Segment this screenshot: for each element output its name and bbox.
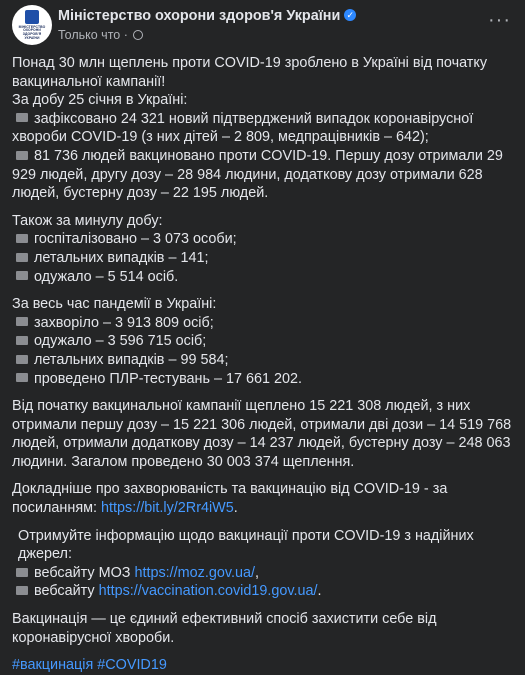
day-item-2: [12, 147, 518, 203]
day-item-text: 81 736 людей вакциновано проти COVID-19. Першу дозу отримали 29 929 людей, другу дозу – 28 984 людини, додаткову дозу отримали 628 людей, бустерну дозу – 22 195 людей.: [12, 147, 503, 202]
sources-title: Отримуйте інформацію щодо вакцинації проти COVID-19 з надійних джерел:: [18, 527, 474, 563]
bullet-icon: [16, 586, 28, 595]
campaign-paragraph: Від початку вакцинальної кампанії щеплено 15 221 308 людей, з них отримали першу дозу – 15 221 306 людей, отримали дві дози – 14 519 768 людей, отримали додаткову дозу – 14 237 людей, бустерну дозу – 248 063 людини. Загалом проведено 30 003 374 щеплення.: [12, 398, 512, 470]
pandemic-item-1: [12, 314, 518, 333]
also-item-text: летальних випадків – 141;: [34, 249, 209, 266]
bullet-icon: [16, 373, 28, 382]
intro-line-2: За добу 25 січня в Україні:: [12, 92, 188, 109]
page-name-text: Міністерство охорони здоров'я України: [58, 8, 341, 24]
also-item-text: одужало – 5 514 осіб.: [34, 268, 179, 285]
day-item-1: [12, 110, 518, 147]
trident-emblem-icon: [25, 10, 39, 24]
source-end: ,: [254, 564, 259, 581]
more-options-icon[interactable]: ···: [488, 9, 511, 31]
pandemic-item-4: [12, 370, 518, 389]
pandemic-item-text: летальних випадків – 99 584;: [34, 351, 229, 368]
details-end: .: [233, 500, 238, 517]
bullet-icon: [16, 234, 28, 243]
bullet-icon: [16, 568, 28, 577]
bullet-icon: [16, 151, 28, 160]
vaccination-link[interactable]: https://vaccination.covid19.gov.ua/: [98, 583, 318, 600]
bullet-icon: [16, 253, 28, 262]
hashtag-vaccination[interactable]: #вакцинація: [12, 657, 94, 674]
post-body: [12, 54, 518, 675]
also-item-text: госпіталізовано – 3 073 особи;: [34, 231, 237, 248]
globe-icon[interactable]: [133, 30, 143, 40]
intro-line-1: Понад 30 млн щеплень проти COVID-19 зроблено в Україні від початку вакцинальної кампанії!: [12, 55, 488, 90]
bullet-icon: [16, 355, 28, 364]
bullet-icon: [16, 336, 28, 345]
post-meta: [58, 26, 143, 45]
pandemic-item-2: [12, 332, 518, 351]
post-header: [0, 0, 525, 50]
page-name-link[interactable]: [58, 7, 356, 26]
details-link[interactable]: https://bit.ly/2Rr4iW5: [101, 500, 234, 517]
details-paragraph: [12, 480, 518, 517]
pandemic-item-text: проведено ПЛР-тестувань – 17 661 202.: [34, 370, 303, 387]
bullet-icon: [16, 317, 28, 326]
source-end: .: [317, 583, 322, 600]
source-label: вебсайту МОЗ: [34, 564, 135, 581]
details-text: Докладніше про захворюваність та вакцинацію від COVID-19 - за посиланням:: [12, 481, 448, 517]
bullet-icon: [16, 113, 28, 122]
source-item-2: [12, 582, 518, 601]
also-item-1: [12, 230, 518, 249]
pandemic-item-text: захворіло – 3 913 809 осіб;: [34, 314, 214, 331]
also-title: Також за минулу добу:: [12, 212, 163, 229]
hashtag-covid19[interactable]: #COVID19: [97, 657, 167, 674]
bullet-icon: [16, 271, 28, 280]
verified-badge-icon: ✓: [344, 9, 356, 21]
hashtags: [12, 656, 518, 675]
moz-link[interactable]: https://moz.gov.ua/: [134, 564, 255, 581]
pandemic-title: За весь час пандемії в Україні:: [12, 296, 217, 313]
also-item-2: [12, 249, 518, 268]
also-item-3: [12, 268, 518, 287]
avatar-text: МІНІСТЕРСТВО ОХОРОНИ ЗДОРОВ'Я УКРАЇНИ: [18, 24, 46, 40]
meta-separator: ·: [120, 28, 132, 42]
day-item-text: зафіксовано 24 321 новий підтверджений випадок коронавірусної хвороби COVID-19 (з них дітей – 2 809, медпрацівників – 642);: [12, 110, 474, 146]
pandemic-item-text: одужало – 3 596 715 осіб;: [34, 333, 207, 350]
pandemic-item-3: [12, 351, 518, 370]
source-item-1: [12, 564, 518, 583]
closing-paragraph: Вакцинація — це єдиний ефективний спосіб захистити себе від коронавірусної хвороби.: [12, 611, 437, 646]
post-time-link[interactable]: Только что: [58, 28, 121, 42]
source-label: вебсайту: [34, 583, 99, 600]
page-avatar[interactable]: [12, 5, 52, 45]
